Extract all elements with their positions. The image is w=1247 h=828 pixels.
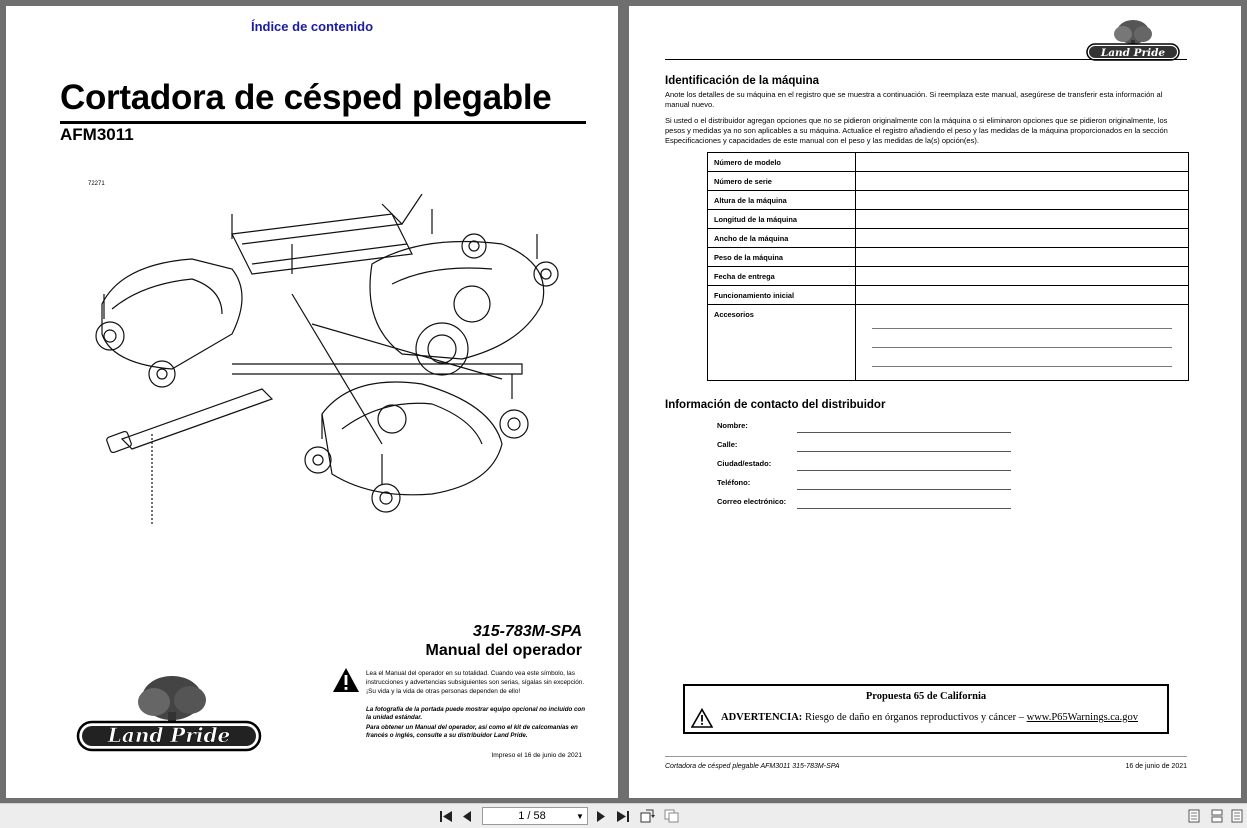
land-pride-logo: [74, 672, 264, 754]
registry-label: Longitud de la máquina: [708, 210, 856, 229]
registry-label: Número de serie: [708, 172, 856, 191]
chevron-down-icon: ▼: [576, 811, 584, 821]
viewer-toolbar: [0, 803, 1247, 828]
continuous-icon[interactable]: [1229, 808, 1245, 824]
model-number: AFM3011: [60, 125, 134, 144]
registry-label: Funcionamiento inicial: [708, 286, 856, 305]
thumbnail-icon[interactable]: [664, 808, 680, 824]
warning-text: Lea el Manual del operador en su totalidad. Cuando vea este símbolo, las instrucciones y advertencias subsiguientes son serias, sígalas sin excepción. ¡Su vida y la vida de otras personas dependen de ello!: [366, 670, 585, 695]
registry-row: [708, 153, 1189, 172]
dealer-field-label: Ciudad/estado:: [717, 459, 772, 468]
land-pride-logo-small: [1085, 18, 1181, 62]
dealer-field-input[interactable]: [797, 451, 1011, 452]
dealer-field-row: [717, 418, 1017, 437]
dealer-field-row: [717, 475, 1017, 494]
registry-value-field[interactable]: [856, 229, 1189, 248]
prop65-link[interactable]: www.P65Warnings.ca.gov: [1026, 712, 1138, 723]
warning-triangle-icon: [691, 708, 713, 728]
machine-registry-table: [707, 152, 1189, 381]
prop65-warning-text: Riesgo de daño en órganos reproductivos y cáncer –: [804, 712, 1025, 723]
page-number-value: 1 / 58: [518, 810, 546, 822]
registry-value-field[interactable]: [856, 248, 1189, 267]
registry-row: [708, 229, 1189, 248]
prop65-warning-label: ADVERTENCIA:: [721, 712, 803, 723]
prop65-warning-box: [683, 684, 1169, 734]
svg-text:Land Pride: Land Pride: [107, 723, 231, 747]
svg-text:Land Pride: Land Pride: [1100, 47, 1166, 59]
single-page-icon[interactable]: [1186, 808, 1202, 824]
dealer-field-row: [717, 494, 1017, 513]
dealer-field-input[interactable]: [797, 508, 1011, 509]
accessories-line: [872, 310, 1172, 329]
next-page-icon[interactable]: [592, 808, 608, 824]
last-page-icon[interactable]: [614, 808, 630, 824]
dealer-field-row: [717, 456, 1017, 475]
registry-label: Peso de la máquina: [708, 248, 856, 267]
registry-row: [708, 172, 1189, 191]
toc-link[interactable]: Índice de contenido: [250, 19, 374, 34]
manual-number: 315-783M-SPA: [472, 623, 582, 640]
registry-value-field[interactable]: [856, 267, 1189, 286]
first-page-icon[interactable]: [438, 808, 454, 824]
registry-value-field[interactable]: [856, 153, 1189, 172]
machine-id-para2: Si usted o el distribuidor agregan opciones que no se pidieron originalmente con la máquina o si eliminaron opciones que se pidieron originalmente, los pesos y medidas ya no son aplicables a su máquina. Actualice el registro añadiendo el peso y las medidas de la máquina proporcionados en la sección Especificaciones y capacidades de este manual con el peso y las medidas de la(s) opción(es).: [665, 116, 1168, 146]
warning-triangle-icon: [332, 667, 360, 693]
machine-id-para1: Anote los detalles de su máquina en el registro que se muestra a continuación. Si reemplaza este manual, asegúrese de transferir esta información al manual nuevo.: [665, 90, 1163, 110]
dealer-field-label: Calle:: [717, 440, 738, 449]
page-number-select[interactable]: [482, 807, 588, 825]
cover-note-photo: La fotografía de la portada puede mostrar equipo opcional no incluido con la unidad estándar.: [366, 706, 585, 722]
dealer-field-label: Teléfono:: [717, 478, 751, 487]
registry-value-field[interactable]: [856, 286, 1189, 305]
prop65-warning: [721, 712, 1138, 723]
registry-value-field[interactable]: [856, 210, 1189, 229]
registry-label: Fecha de entrega: [708, 267, 856, 286]
dealer-field-input[interactable]: [797, 470, 1011, 471]
registry-row-accessories: [708, 305, 1189, 381]
accessories-line: [872, 348, 1172, 367]
footer-right: 16 de junio de 2021: [1125, 763, 1187, 770]
print-date: Impreso el 16 de junio de 2021: [491, 752, 582, 759]
two-page-icon[interactable]: [1209, 808, 1225, 824]
footer-rule: [665, 756, 1187, 757]
registry-row: [708, 267, 1189, 286]
registry-label: Ancho de la máquina: [708, 229, 856, 248]
rotate-icon[interactable]: [640, 808, 656, 824]
figure-id: 72271: [88, 181, 105, 187]
footer-left: Cortadora de césped plegable AFM3011 315-783M-SPA: [665, 763, 840, 770]
registry-label: Accesorios: [708, 305, 856, 381]
manual-type: Manual del operador: [425, 642, 582, 659]
registry-label: Altura de la máquina: [708, 191, 856, 210]
accessories-line: [872, 329, 1172, 348]
dealer-field-label: Nombre:: [717, 421, 748, 430]
dealer-field-input[interactable]: [797, 489, 1011, 490]
registry-row: [708, 191, 1189, 210]
mower-illustration: [82, 194, 562, 528]
registry-value-field[interactable]: [856, 172, 1189, 191]
registry-row: [708, 286, 1189, 305]
title-rule: [60, 121, 586, 124]
registry-row: [708, 210, 1189, 229]
registry-label: Número de modelo: [708, 153, 856, 172]
identification-page: [629, 6, 1241, 798]
cover-note-manual: Para obtener un Manual del operador, así como el kit de calcomanías en francés o inglés, consulte a su distribuidor Land Pride.: [366, 724, 578, 740]
dealer-field-label: Correo electrónico:: [717, 497, 787, 506]
registry-value-field[interactable]: [856, 191, 1189, 210]
cover-title: Cortadora de césped plegable: [60, 78, 552, 117]
header-rule: [665, 59, 1187, 60]
dealer-field-input[interactable]: [797, 432, 1011, 433]
dealer-heading: Información de contacto del distribuidor: [665, 399, 886, 411]
accessories-field[interactable]: [856, 305, 1189, 381]
machine-id-heading: Identificación de la máquina: [665, 75, 820, 87]
registry-row: [708, 248, 1189, 267]
prop65-title: Propuesta 65 de California: [865, 691, 987, 702]
dealer-field-row: [717, 437, 1017, 456]
cover-notes: [366, 706, 586, 742]
cover-page: [6, 6, 618, 798]
previous-page-icon[interactable]: [459, 808, 475, 824]
